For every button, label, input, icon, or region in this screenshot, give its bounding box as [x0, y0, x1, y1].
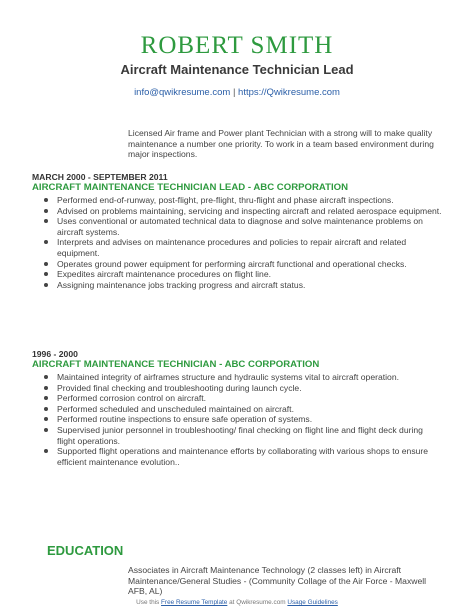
job-title: Aircraft Maintenance Technician Lead — [120, 62, 354, 77]
usage-guidelines-link[interactable]: Usage Guidelines — [287, 599, 338, 606]
list-item: Supervised junior personnel in troubleshooting/ final checking on flight line and flight deck during flight operations. — [43, 425, 442, 446]
contact-separator: | — [232, 87, 236, 98]
website-link[interactable]: https://Qwikresume.com — [238, 87, 340, 98]
education-heading: EDUCATION — [47, 543, 124, 558]
list-item: Assigning maintenance jobs tracking progress and aircraft status. — [43, 280, 442, 291]
list-item: Performed scheduled and unscheduled maintained on aircraft. — [43, 404, 442, 415]
contact-line — [0, 87, 474, 98]
resume-header — [0, 0, 474, 98]
list-item: Performed corrosion control on aircraft. — [43, 393, 442, 404]
job-bullet-list — [32, 372, 442, 467]
footer — [0, 599, 474, 606]
list-item: Supported flight operations and maintenance efforts by collaborating with various shops to ensure efficient maintenance evolution.. — [43, 446, 442, 467]
list-item: Performed end-of-runway, post-flight, pre-flight, thru-flight and phase aircraft inspections. — [43, 195, 442, 206]
candidate-name: ROBERT SMITH — [140, 32, 334, 59]
list-item: Performed routine inspections to ensure safe operation of systems. — [43, 414, 442, 425]
footer-prefix: Use this — [136, 599, 160, 606]
list-item: Advised on problems maintaining, servicing and inspecting aircraft and related aerospace equipment. — [43, 206, 442, 217]
footer-middle: at Qwikresume.com — [229, 599, 286, 606]
list-item: Operates ground power equipment for performing aircraft functional and operational checks. — [43, 259, 442, 270]
list-item: Uses conventional or automated technical data to diagnose and solve maintenance problems on aircraft systems. — [43, 216, 442, 237]
free-template-link[interactable]: Free Resume Template — [161, 599, 228, 606]
email-link[interactable]: info@qwikresume.com — [134, 87, 231, 98]
list-item: Expedites aircraft maintenance procedures on flight line. — [43, 269, 442, 280]
list-item: Interprets and advises on maintenance procedures and policies to repair aircraft and related equipment. — [43, 237, 442, 258]
job-heading: AIRCRAFT MAINTENANCE TECHNICIAN - ABC CORPORATION — [32, 359, 320, 370]
job-dates: 1996 - 2000 — [32, 349, 78, 359]
experience-entry — [32, 172, 442, 290]
job-bullet-list — [32, 195, 442, 290]
job-dates: MARCH 2000 - SEPTEMBER 2011 — [32, 172, 168, 182]
list-item: Maintained integrity of airframes structure and hydraulic systems vital to aircraft operation. — [43, 372, 442, 383]
job-heading: AIRCRAFT MAINTENANCE TECHNICIAN LEAD - ABC CORPORATION — [32, 182, 349, 193]
list-item: Provided final checking and troubleshooting during launch cycle. — [43, 383, 442, 394]
summary-text: Licensed Air frame and Power plant Technician with a strong will to make quality maintenance a number one priority. To work in a team based environment during major inspections. — [128, 128, 434, 159]
education-text: Associates in Aircraft Maintenance Technology (2 classes left) in Aircraft Maintenance/General Studies - (Community Collage of the Air Force - Maxwell AFB, AL) — [128, 565, 427, 596]
experience-entry — [32, 349, 442, 467]
